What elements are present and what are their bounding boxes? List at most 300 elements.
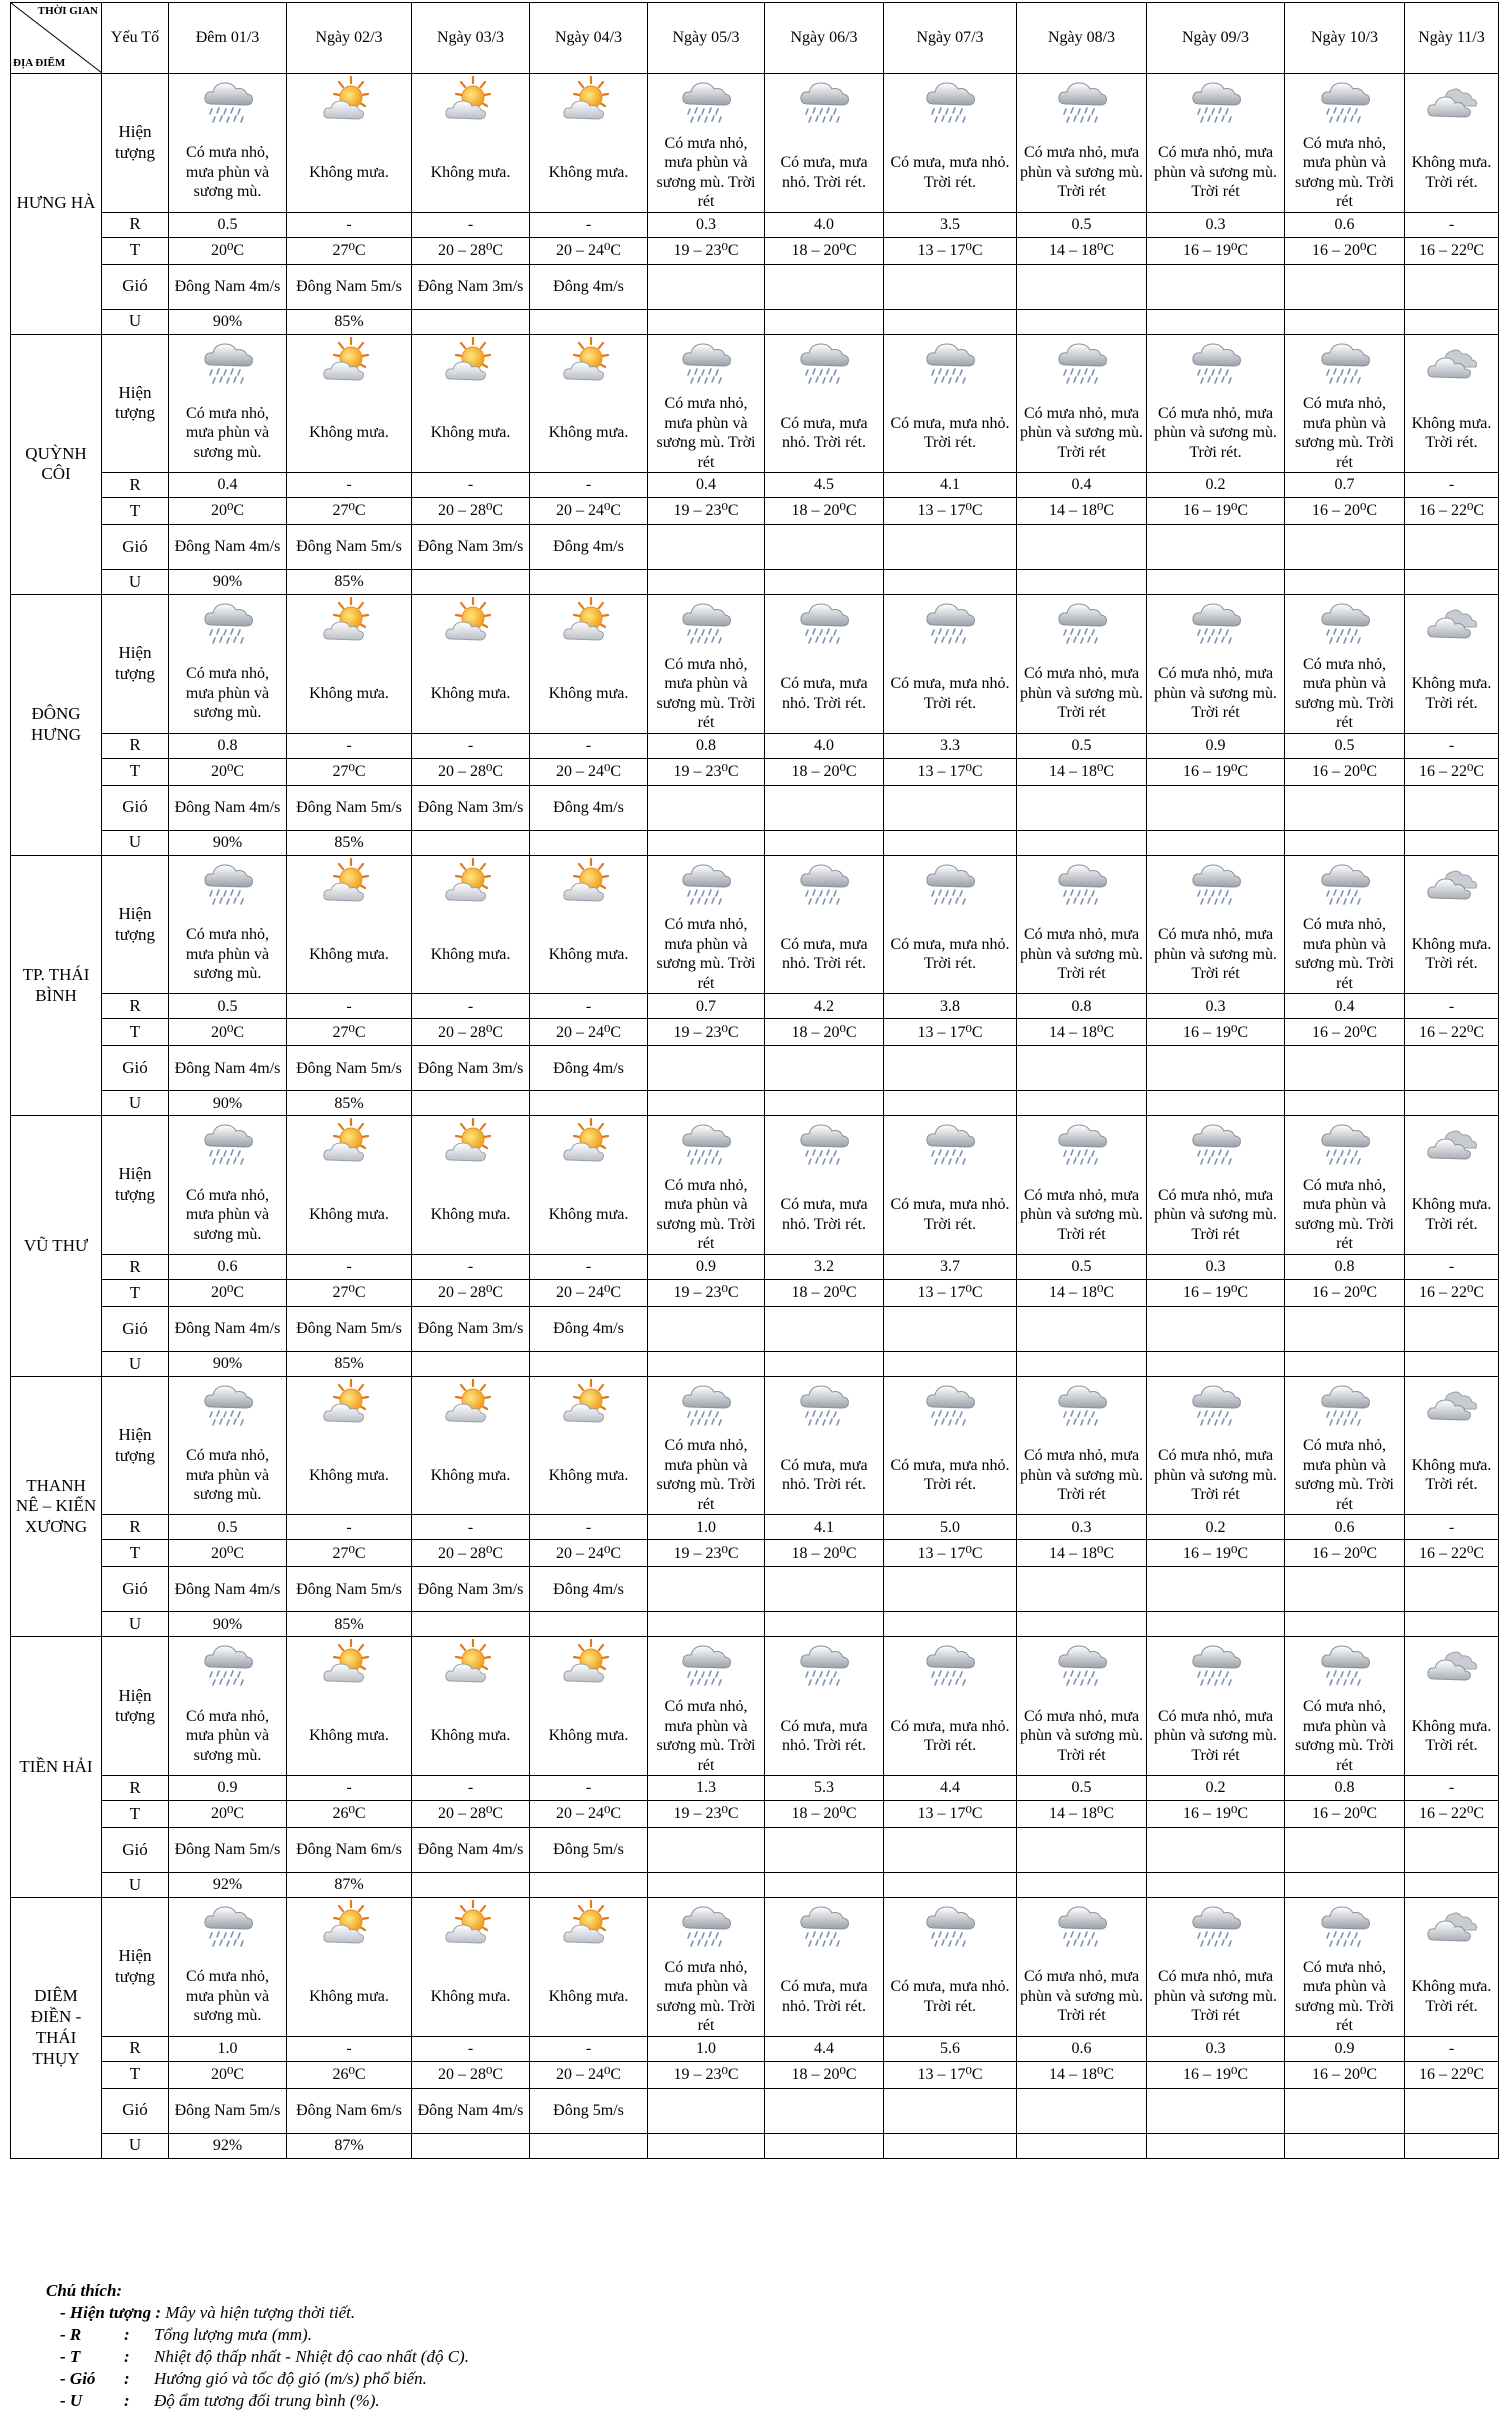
factor-header: Yếu Tố [102, 3, 169, 74]
rain-value: 1.0 [648, 2036, 765, 2061]
empty-cell [884, 785, 1017, 830]
rain-value: 0.5 [1285, 733, 1405, 758]
rain-cloud-icon [1317, 1637, 1373, 1697]
empty-cell [884, 1612, 1017, 1637]
phenomenon-text: Có mưa nhỏ, mưa phùn và sương mù. Trời rét [1147, 1697, 1285, 1776]
note-text: Độ ẩm tương đối trung bình (%). [154, 2391, 380, 2411]
rain-value: 0.7 [1285, 473, 1405, 498]
wind-value: Đông Nam 5m/s [287, 264, 412, 309]
empty-cell [1017, 2133, 1147, 2158]
location-name: TIỀN HẢI [11, 1637, 102, 1898]
wind-value: Đông Nam 6m/s [287, 1828, 412, 1873]
rain-cloud-icon [1317, 74, 1373, 134]
humidity-value: 85% [287, 309, 412, 334]
temperature-value: 20 – 28⁰C [412, 237, 530, 264]
factor-r: R [102, 212, 169, 237]
phenomenon-text: Có mưa nhỏ, mưa phùn và sương mù. Trời rét [1285, 915, 1405, 994]
rain-value: 4.4 [765, 2036, 884, 2061]
rain-value: - [530, 2036, 648, 2061]
temperature-value: 13 – 17⁰C [884, 2061, 1017, 2088]
empty-cell [884, 830, 1017, 855]
rain-value: - [412, 1515, 530, 1540]
humidity-value: 87% [287, 2133, 412, 2158]
day-header: Ngày 05/3 [648, 3, 765, 74]
factor-r: R [102, 2036, 169, 2061]
rain-cloud-icon [796, 74, 852, 134]
factor-phenomenon: Hiện tượng [102, 1116, 169, 1255]
wind-value: Đông Nam 5m/s [287, 1046, 412, 1091]
wind-value: Đông Nam 4m/s [169, 1567, 287, 1612]
rain-cloud-icon [1054, 74, 1110, 134]
weather-icon-cell [1285, 334, 1405, 394]
phenomenon-text: Không mưa. [287, 134, 412, 213]
weather-icon-cell [765, 1637, 884, 1697]
empty-cell [1405, 264, 1499, 309]
rain-value: - [530, 1776, 648, 1801]
rain-value: 0.6 [169, 1254, 287, 1279]
rain-value: 0.8 [1285, 1776, 1405, 1801]
rain-cloud-icon [678, 74, 734, 134]
empty-cell [1405, 1612, 1499, 1637]
legend-notes [10, 2280, 1498, 2413]
phenomenon-text: Có mưa nhỏ, mưa phùn và sương mù. Trời rét [1017, 134, 1147, 213]
rain-value: 0.9 [1285, 2036, 1405, 2061]
empty-cell [765, 1306, 884, 1351]
rain-cloud-icon [1188, 335, 1244, 395]
phenomenon-text: Không mưa. Trời rét. [1405, 134, 1499, 213]
wind-value: Đông Nam 3m/s [412, 1567, 530, 1612]
weather-icon-cell [530, 1116, 648, 1176]
rain-row [11, 733, 1499, 758]
phenomenon-text: Có mưa, mưa nhỏ. Trời rét. [884, 915, 1017, 994]
weather-icon-cell [287, 1376, 412, 1436]
sun-cloud-icon [561, 335, 617, 395]
phenomenon-text: Có mưa, mưa nhỏ. Trời rét. [765, 1176, 884, 1255]
temperature-value: 27⁰C [287, 237, 412, 264]
empty-cell [648, 309, 765, 334]
sun-cloud-icon [443, 1898, 499, 1958]
sun-cloud-icon [321, 595, 377, 655]
weather-icon-cell [1285, 595, 1405, 655]
empty-cell [765, 264, 884, 309]
temperature-value: 16 – 19⁰C [1147, 758, 1285, 785]
empty-cell [1017, 1612, 1147, 1637]
humidity-row [11, 309, 1499, 334]
empty-cell [1285, 785, 1405, 830]
rain-value: 4.1 [884, 473, 1017, 498]
weather-icon-cell [648, 1116, 765, 1176]
wind-row [11, 1306, 1499, 1351]
rain-value: 4.5 [765, 473, 884, 498]
weather-icon-cell [169, 74, 287, 134]
rain-value: 0.8 [648, 733, 765, 758]
rain-value: - [1405, 994, 1499, 1019]
weather-icon-cell [287, 334, 412, 394]
rain-cloud-icon [796, 1637, 852, 1697]
empty-cell [648, 1567, 765, 1612]
rain-cloud-icon [1317, 856, 1373, 916]
temperature-value: 18 – 20⁰C [765, 2061, 884, 2088]
wind-row [11, 785, 1499, 830]
factor-r: R [102, 733, 169, 758]
note-item [10, 2346, 1498, 2368]
empty-cell [530, 1091, 648, 1116]
phenomenon-text: Có mưa nhỏ, mưa phùn và sương mù. Trời rét [1017, 655, 1147, 734]
temperature-value: 14 – 18⁰C [1017, 1801, 1147, 1828]
empty-cell [530, 2133, 648, 2158]
sun-cloud-icon [443, 1377, 499, 1437]
empty-cell [648, 1046, 765, 1091]
empty-cell [1405, 1351, 1499, 1376]
rain-value: - [412, 473, 530, 498]
sun-cloud-icon [321, 856, 377, 916]
humidity-value: 85% [287, 1351, 412, 1376]
wind-value: Đông Nam 3m/s [412, 1046, 530, 1091]
phenomenon-text-row [11, 1436, 1499, 1515]
empty-cell [1017, 1091, 1147, 1116]
rain-row [11, 2036, 1499, 2061]
rain-value: - [1405, 733, 1499, 758]
rain-cloud-icon [1054, 1377, 1110, 1437]
rain-cloud-icon [1054, 856, 1110, 916]
temperature-value: 16 – 19⁰C [1147, 237, 1285, 264]
wind-row [11, 525, 1499, 570]
empty-cell [648, 1351, 765, 1376]
corner-location-label: ĐỊA ĐIỂM [13, 56, 66, 69]
rain-value: - [412, 994, 530, 1019]
wind-value: Đông Nam 4m/s [169, 785, 287, 830]
wind-value: Đông Nam 4m/s [412, 1828, 530, 1873]
temperature-value: 14 – 18⁰C [1017, 1540, 1147, 1567]
temperature-value: 20 – 28⁰C [412, 1279, 530, 1306]
note-key: - Hiện tượng : [60, 2303, 162, 2323]
weather-icon-cell [287, 1637, 412, 1697]
phenomenon-text: Có mưa nhỏ, mưa phùn và sương mù. Trời rét [1017, 1436, 1147, 1515]
empty-cell [765, 309, 884, 334]
wind-value: Đông 4m/s [530, 1306, 648, 1351]
empty-cell [648, 2133, 765, 2158]
temperature-value: 26⁰C [287, 2061, 412, 2088]
rain-cloud-icon [796, 335, 852, 395]
weather-icon-cell [1285, 1637, 1405, 1697]
humidity-row [11, 1612, 1499, 1637]
phenomenon-text-row [11, 1697, 1499, 1776]
phenomenon-text: Không mưa. [412, 1176, 530, 1255]
empty-cell [765, 1567, 884, 1612]
rain-cloud-icon [200, 1377, 256, 1437]
temperature-value: 13 – 17⁰C [884, 498, 1017, 525]
temperature-value: 19 – 23⁰C [648, 1279, 765, 1306]
weather-icon-cell [169, 1116, 287, 1176]
empty-cell [648, 1091, 765, 1116]
temperature-value: 27⁰C [287, 1019, 412, 1046]
weather-icon-cell [648, 855, 765, 915]
rain-value: 0.3 [1017, 1515, 1147, 1540]
empty-cell [648, 2088, 765, 2133]
temperature-value: 27⁰C [287, 1540, 412, 1567]
phenomenon-text: Không mưa. [530, 1958, 648, 2037]
weather-icon-cell [765, 1898, 884, 1958]
weather-icon-cell [1017, 595, 1147, 655]
empty-cell [1285, 2088, 1405, 2133]
phenomenon-text: Không mưa. [287, 394, 412, 473]
weather-icon-cell [1285, 74, 1405, 134]
phenomenon-text: Không mưa. [530, 1436, 648, 1515]
phenomenon-text: Có mưa, mưa nhỏ. Trời rét. [884, 1958, 1017, 2037]
phenomenon-text: Có mưa nhỏ, mưa phùn và sương mù. Trời rét [648, 134, 765, 213]
rain-row [11, 212, 1499, 237]
factor-r: R [102, 994, 169, 1019]
phenomenon-text: Không mưa. [287, 655, 412, 734]
phenomenon-text: Không mưa. Trời rét. [1405, 1697, 1499, 1776]
empty-cell [1147, 785, 1285, 830]
empty-cell [1017, 309, 1147, 334]
phenomenon-text: Không mưa. [412, 1958, 530, 2037]
temperature-value: 14 – 18⁰C [1017, 758, 1147, 785]
empty-cell [1147, 1046, 1285, 1091]
weather-icon-cell [765, 1376, 884, 1436]
weather-icon-cell [412, 334, 530, 394]
rain-cloud-icon [796, 1116, 852, 1176]
empty-cell [530, 570, 648, 595]
humidity-row [11, 1351, 1499, 1376]
temperature-value: 16 – 19⁰C [1147, 1279, 1285, 1306]
rain-cloud-icon [200, 1898, 256, 1958]
phenomenon-text: Không mưa. [287, 1697, 412, 1776]
rain-cloud-icon [922, 335, 978, 395]
temperature-value: 20 – 28⁰C [412, 1801, 530, 1828]
wind-value: Đông 4m/s [530, 264, 648, 309]
rain-value: 0.5 [169, 1515, 287, 1540]
weather-icon-cell [412, 1376, 530, 1436]
note-item [10, 2390, 1498, 2412]
phenomenon-text-row [11, 134, 1499, 213]
sun-cloud-icon [561, 856, 617, 916]
temperature-value: 20 – 28⁰C [412, 2061, 530, 2088]
weather-icon-cell [1405, 1898, 1499, 1958]
empty-cell [412, 2133, 530, 2158]
empty-cell [1147, 525, 1285, 570]
temperature-value: 14 – 18⁰C [1017, 498, 1147, 525]
empty-cell [648, 785, 765, 830]
weather-icon-cell [169, 1898, 287, 1958]
day-header: Ngày 02/3 [287, 3, 412, 74]
temperature-value: 16 – 20⁰C [1285, 1801, 1405, 1828]
note-item [10, 2368, 1498, 2390]
sun-cloud-icon [443, 595, 499, 655]
phenomenon-text: Có mưa nhỏ, mưa phùn và sương mù. Trời rét [1285, 1697, 1405, 1776]
phenomenon-text: Không mưa. Trời rét. [1405, 1436, 1499, 1515]
temperature-value: 16 – 19⁰C [1147, 1540, 1285, 1567]
rain-value: 0.9 [169, 1776, 287, 1801]
phenomenon-text: Có mưa, mưa nhỏ. Trời rét. [765, 1436, 884, 1515]
empty-cell [1017, 1828, 1147, 1873]
empty-cell [648, 1873, 765, 1898]
sun-cloud-icon [321, 1898, 377, 1958]
empty-cell [1405, 785, 1499, 830]
location-name: ĐÔNG HƯNG [11, 595, 102, 856]
humidity-value: 87% [287, 1873, 412, 1898]
temperature-value: 13 – 17⁰C [884, 1540, 1017, 1567]
sun-cloud-icon [561, 1898, 617, 1958]
location-name: HƯNG HÀ [11, 74, 102, 335]
phenomenon-text-row [11, 394, 1499, 473]
rain-cloud-icon [1054, 1898, 1110, 1958]
humidity-value: 92% [169, 1873, 287, 1898]
phenomenon-text: Có mưa nhỏ, mưa phùn và sương mù. Trời rét [648, 394, 765, 473]
temperature-value: 20 – 28⁰C [412, 1019, 530, 1046]
weather-icon-cell [1147, 1376, 1285, 1436]
empty-cell [1285, 1612, 1405, 1637]
factor-t: T [102, 498, 169, 525]
rain-value: 3.8 [884, 994, 1017, 1019]
temperature-value: 20 – 28⁰C [412, 498, 530, 525]
phenomenon-text: Không mưa. [412, 1436, 530, 1515]
phenomenon-text: Có mưa nhỏ, mưa phùn và sương mù. Trời rét [1017, 1958, 1147, 2037]
rain-value: 0.2 [1147, 1776, 1285, 1801]
temperature-value: 20 – 24⁰C [530, 237, 648, 264]
day-header: Đêm 01/3 [169, 3, 287, 74]
temperature-value: 13 – 17⁰C [884, 1279, 1017, 1306]
temperature-value: 13 – 17⁰C [884, 1801, 1017, 1828]
rain-cloud-icon [796, 1377, 852, 1437]
weather-icon-cell [169, 334, 287, 394]
rain-cloud-icon [1054, 595, 1110, 655]
phenomenon-text: Có mưa nhỏ, mưa phùn và sương mù. Trời rét [1285, 1176, 1405, 1255]
temperature-value: 20 – 24⁰C [530, 1801, 648, 1828]
temperature-value: 18 – 20⁰C [765, 1279, 884, 1306]
weather-icon-cell [765, 1116, 884, 1176]
cloud-icon [1424, 1898, 1480, 1958]
phenomenon-text: Có mưa nhỏ, mưa phùn và sương mù. Trời rét [1285, 134, 1405, 213]
empty-cell [1405, 1046, 1499, 1091]
weather-icon-cell [530, 1637, 648, 1697]
phenomenon-text: Có mưa nhỏ, mưa phùn và sương mù. Trời rét [1017, 1697, 1147, 1776]
weather-icon-cell [765, 855, 884, 915]
empty-cell [884, 570, 1017, 595]
temperature-value: 19 – 23⁰C [648, 1019, 765, 1046]
weather-icon-cell [1017, 334, 1147, 394]
weather-icon-cell [884, 595, 1017, 655]
temperature-row [11, 1279, 1499, 1306]
rain-value: - [1405, 2036, 1499, 2061]
sun-cloud-icon [443, 74, 499, 134]
rain-value: 4.0 [765, 733, 884, 758]
sun-cloud-icon [561, 595, 617, 655]
empty-cell [1285, 1873, 1405, 1898]
empty-cell [1147, 1306, 1285, 1351]
phenomenon-text: Không mưa. [530, 1697, 648, 1776]
rain-cloud-icon [1188, 74, 1244, 134]
rain-cloud-icon [1054, 335, 1110, 395]
wind-value: Đông Nam 6m/s [287, 2088, 412, 2133]
weather-icon-cell [1405, 855, 1499, 915]
rain-value: 0.4 [169, 473, 287, 498]
phenomenon-text: Có mưa, mưa nhỏ. Trời rét. [765, 915, 884, 994]
wind-value: Đông Nam 5m/s [169, 2088, 287, 2133]
notes-title: Chú thích: [46, 2281, 123, 2300]
phenomenon-text: Có mưa nhỏ, mưa phùn và sương mù. [169, 1176, 287, 1255]
temperature-value: 16 – 20⁰C [1285, 498, 1405, 525]
weather-icon-cell [1405, 74, 1499, 134]
rain-cloud-icon [1188, 1377, 1244, 1437]
empty-cell [765, 1046, 884, 1091]
rain-value: 0.8 [1285, 1254, 1405, 1279]
rain-row [11, 1776, 1499, 1801]
weather-icon-cell [884, 1898, 1017, 1958]
phenomenon-icon-row [11, 855, 1499, 915]
weather-icon-cell [648, 1376, 765, 1436]
rain-value: 1.0 [169, 2036, 287, 2061]
phenomenon-text: Không mưa. [287, 1958, 412, 2037]
humidity-row [11, 1873, 1499, 1898]
sun-cloud-icon [321, 335, 377, 395]
empty-cell [412, 830, 530, 855]
rain-value: 0.6 [1285, 212, 1405, 237]
empty-cell [1285, 1091, 1405, 1116]
wind-value: Đông Nam 4m/s [169, 1046, 287, 1091]
empty-cell [1405, 1091, 1499, 1116]
weather-icon-cell [648, 1898, 765, 1958]
empty-cell [1405, 525, 1499, 570]
cloud-icon [1424, 1637, 1480, 1697]
empty-cell [1017, 1046, 1147, 1091]
factor-wind: Gió [102, 525, 169, 570]
empty-cell [648, 264, 765, 309]
factor-wind: Gió [102, 1567, 169, 1612]
temperature-row [11, 498, 1499, 525]
rain-cloud-icon [678, 595, 734, 655]
phenomenon-text: Có mưa, mưa nhỏ. Trời rét. [765, 1958, 884, 2037]
phenomenon-text: Có mưa nhỏ, mưa phùn và sương mù. Trời rét [1285, 655, 1405, 734]
temperature-value: 13 – 17⁰C [884, 237, 1017, 264]
temperature-value: 19 – 23⁰C [648, 1801, 765, 1828]
humidity-row [11, 1091, 1499, 1116]
sun-cloud-icon [561, 1116, 617, 1176]
empty-cell [765, 785, 884, 830]
temperature-value: 16 – 19⁰C [1147, 498, 1285, 525]
rain-cloud-icon [922, 856, 978, 916]
wind-value: Đông Nam 3m/s [412, 1306, 530, 1351]
empty-cell [1147, 1828, 1285, 1873]
weather-icon-cell [884, 1116, 1017, 1176]
empty-cell [1147, 1091, 1285, 1116]
rain-cloud-icon [200, 74, 256, 134]
phenomenon-text: Có mưa nhỏ, mưa phùn và sương mù. [169, 915, 287, 994]
temperature-value: 27⁰C [287, 498, 412, 525]
day-header: Ngày 11/3 [1405, 3, 1499, 74]
rain-value: 4.0 [765, 212, 884, 237]
weather-icon-cell [287, 595, 412, 655]
phenomenon-text: Không mưa. [412, 134, 530, 213]
empty-cell [1147, 1351, 1285, 1376]
empty-cell [1405, 830, 1499, 855]
empty-cell [1405, 309, 1499, 334]
weather-icon-cell [884, 74, 1017, 134]
factor-u: U [102, 2133, 169, 2158]
weather-icon-cell [169, 1376, 287, 1436]
rain-value: - [287, 212, 412, 237]
wind-row [11, 2088, 1499, 2133]
temperature-value: 18 – 20⁰C [765, 498, 884, 525]
temperature-value: 18 – 20⁰C [765, 758, 884, 785]
temperature-value: 16 – 19⁰C [1147, 1019, 1285, 1046]
sun-cloud-icon [443, 335, 499, 395]
phenomenon-text: Có mưa, mưa nhỏ. Trời rét. [765, 655, 884, 734]
factor-u: U [102, 1612, 169, 1637]
factor-t: T [102, 1540, 169, 1567]
phenomenon-text: Có mưa nhỏ, mưa phùn và sương mù. Trời rét [1147, 1176, 1285, 1255]
